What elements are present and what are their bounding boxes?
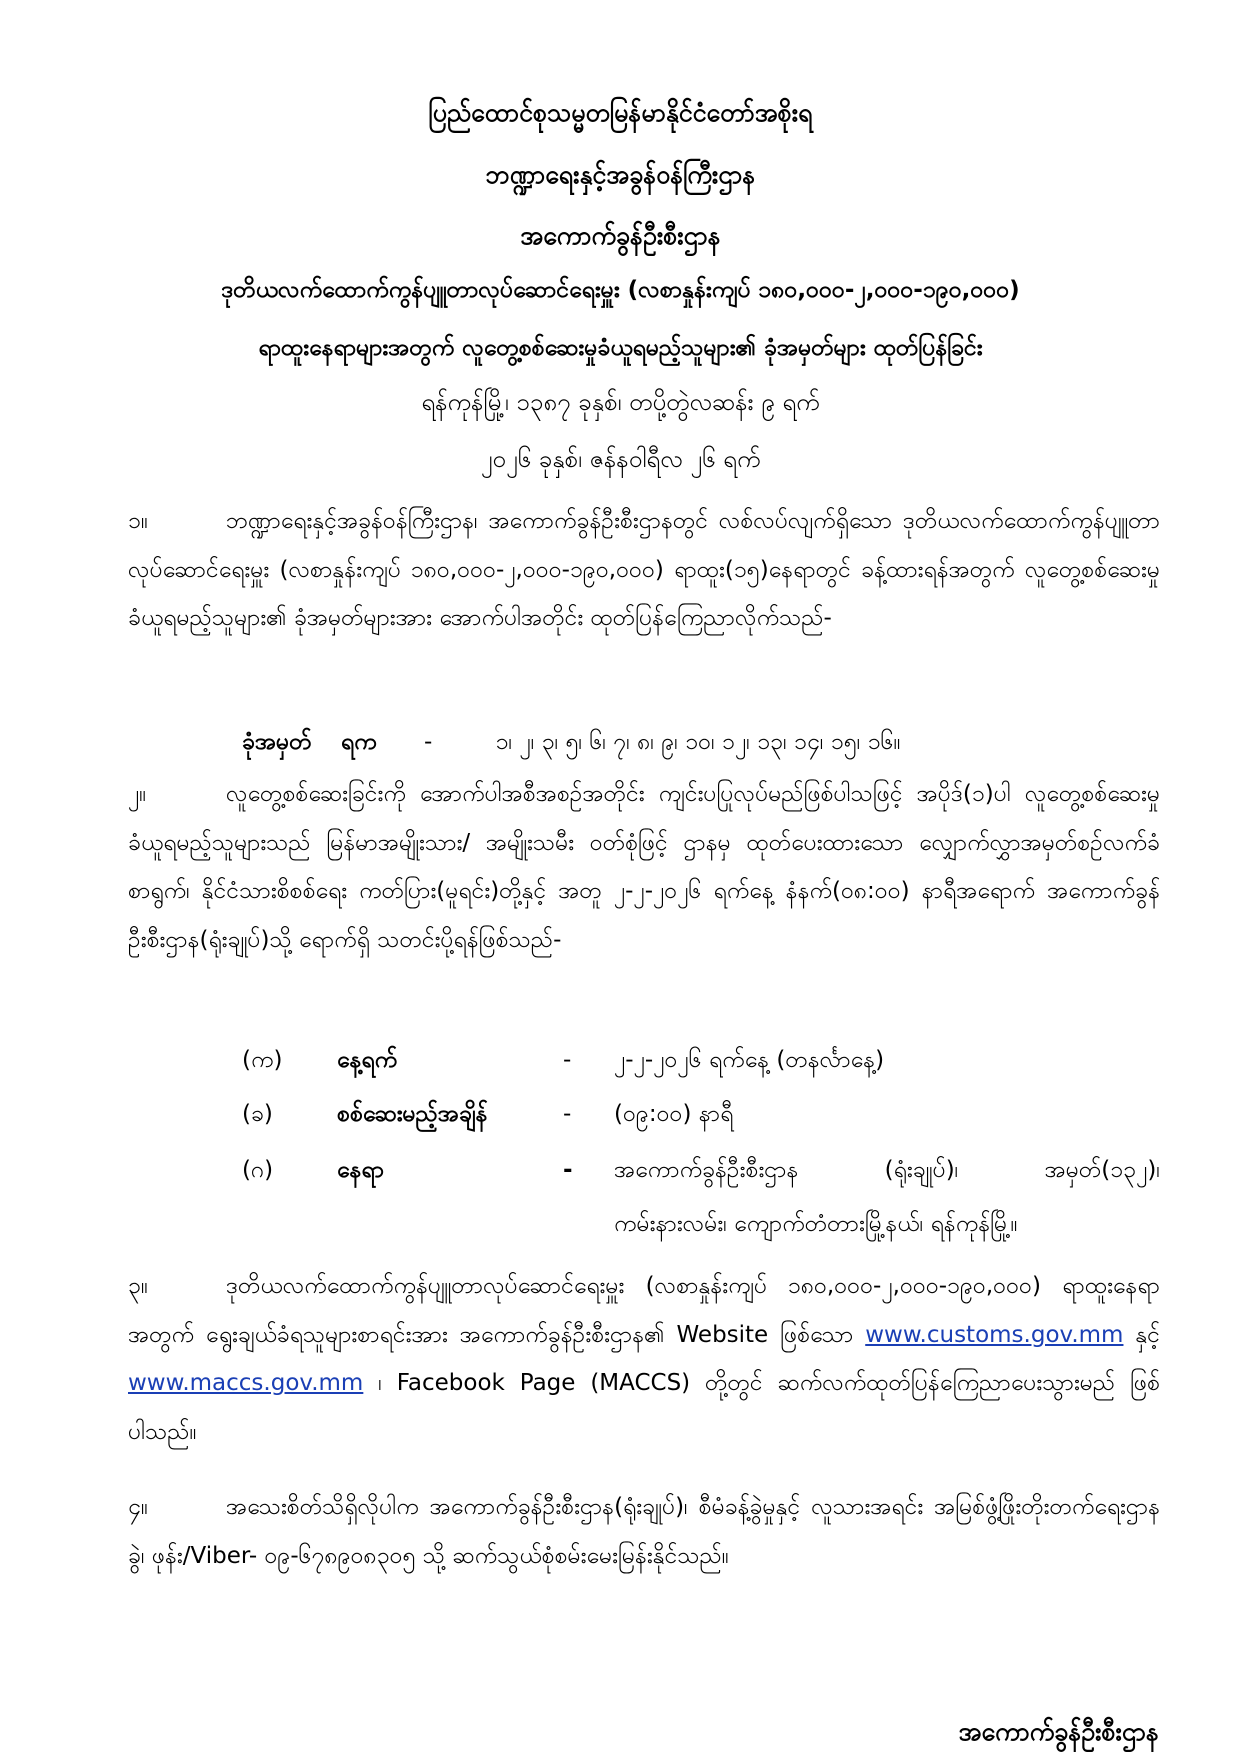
signature-department: အကောက်ခွန်ဦးစီးဌာန [958, 1717, 1159, 1746]
schedule-label: နေရာ [337, 1157, 385, 1183]
schedule-row-time [242, 1096, 273, 1132]
schedule-value: အကောက်ခွန်ဦးစီးဌာန (ရုံးချုပ်)၊ အမှတ်(၁၃၂)၊ [614, 1157, 1160, 1183]
paragraph-text-cont: ၊ Facebook Page (MACCS) တို့တွင် ဆက်လက်ထုတ်ပြန်ကြေညာပေးသွားမည် ဖြစ်ပါသည်။ [128, 1370, 1161, 1445]
seat-dash: - [423, 729, 433, 755]
schedule-value: ၂-၂-၂၀၂၆ ရက်နေ့ (တနင်္လာနေ့) [614, 1047, 885, 1073]
maccs-website-link[interactable]: www.maccs.gov.mm [128, 1370, 364, 1396]
header-department: အကောက်ခွန်ဦးစီးဌာန [520, 221, 721, 250]
schedule-label: စစ်ဆေးမည့်အချိန် [337, 1101, 488, 1127]
seat-prefix: ရက [340, 729, 377, 755]
schedule-row-place [242, 1152, 273, 1188]
schedule-mark: (ဂ) [242, 1157, 274, 1183]
paragraph-4 [128, 1483, 1160, 1580]
seat-values: ၁၊ ၂၊ ၃၊ ၅၊ ၆၊ ၇၊ ၈၊ ၉၊ ၁၀၊ ၁၂၊ ၁၃၊ ၁၄၊ ၁၅၊ ၁၆။ [495, 729, 901, 755]
paragraph-text: ဒုတိယလက်ထောက်ကွန်ပျူတာလုပ်ဆောင်ရေးမှူး (လစာနှုန်းကျပ် ၁၈၀,၀၀၀-၂,၀၀၀-၁၉၀,၀၀၀) ရာထူးနေရာအတွက် ရွေးချယ်ခံရသူများစာရင်းအား အကောက်ခွန်ဦးစီးဌာန၏ Website ဖြစ်သော [128, 1273, 1160, 1348]
header-subject: ရာထူးနေရာများအတွက် လူတွေ့စစ်ဆေးမှုခံယူရမည့်သူများ၏ ခုံအမှတ်များ ထုတ်ပြန်ခြင်း [258, 335, 983, 361]
schedule-mark: (က) [242, 1047, 283, 1073]
paragraph-number: ၃။ [128, 1273, 148, 1299]
header-government: ပြည်ထောင်စုသမ္မတမြန်မာနိုင်ငံတော်အစိုးရ [428, 98, 813, 127]
paragraph-number: ၂။ [128, 781, 147, 807]
paragraph-3 [128, 1262, 1160, 1456]
seat-numbers-row [242, 724, 901, 760]
schedule-dash: - [563, 1157, 573, 1183]
schedule-mark: (ခ) [242, 1101, 273, 1127]
customs-website-link[interactable]: www.customs.gov.mm [865, 1321, 1124, 1348]
schedule-dash: - [563, 1101, 572, 1127]
schedule-dash: - [563, 1047, 572, 1073]
schedule-value: (၀၉:၀၀) နာရီ [614, 1101, 734, 1127]
date-myanmar: ရန်ကုန်မြို့၊ ၁၃၈၇ ခုနှစ်၊ တပို့တွဲလဆန်း ၉ ရက် [421, 388, 820, 416]
paragraph-text: လူတွေ့စစ်ဆေးခြင်းကို အောက်ပါအစီအစဉ်အတိုင်း ကျင်းပပြုလုပ်မည်ဖြစ်ပါသဖြင့် အပိုဒ်(၁)ပါ လူတွေ့စစ်ဆေးမှုခံယူရမည့်သူများသည် မြန်မာအမျိုးသား/ အမျိုးသမီး ဝတ်စုံဖြင့် ဌာနမှ ထုတ်ပေးထားသော လျှောက်လွှာအမှတ်စဉ်လက်ခံစာရွက်၊ နိုင်ငံသားစိစစ်ရေး ကတ်ပြား(မူရင်း)တို့နှင့် အတူ ၂-၂-၂၀၂၆ ရက်နေ့ နံနက်(၀၈:၀၀) နာရီအရောက် အကောက်ခွန်ဦးစီးဌာန(ရုံးချုပ်)သို့ ရောက်ရှိ သတင်းပို့ရန်ဖြစ်သည်- [128, 781, 1160, 953]
schedule-value-line2: ကမ်းနားလမ်း၊ ကျောက်တံတားမြို့နယ်၊ ရန်ကုန်မြို့။ [614, 1211, 1018, 1237]
paragraph-number: ၁။ [128, 508, 148, 534]
header-ministry: ဘဏ္ဍာရေးနှင့်အခွန်ဝန်ကြီးဌာန [485, 160, 756, 189]
and-text: နှင့် [1135, 1321, 1160, 1348]
paragraph-text: ဘဏ္ဍာရေးနှင့်အခွန်ဝန်ကြီးဌာန၊ အကောက်ခွန်ဦးစီးဌာနတွင် လစ်လပ်လျက်ရှိသော ဒုတိယလက်ထောက်ကွန်ပျူတာလုပ်ဆောင်ရေးမှူး (လစာနှုန်းကျပ် ၁၈၀,၀၀၀-၂,၀၀၀-၁၉၀,၀၀၀) ရာထူး(၁၅)နေရာတွင် ခန့်ထားရန်အတွက် လူတွေ့စစ်ဆေးမှုခံယူရမည့်သူများ၏ ခုံအမှတ်များအား အောက်ပါအတိုင်း ထုတ်ပြန်ကြေညာလိုက်သည်- [128, 508, 1160, 631]
seat-label: ခုံအမှတ် [242, 729, 312, 755]
header-position: ဒုတိယလက်ထောက်ကွန်ပျူတာလုပ်ဆောင်ရေးမှူး (လစာနှုန်းကျပ် ၁၈၀,၀၀၀-၂,၀၀၀-၁၉၀,၀၀၀) [221, 277, 1020, 303]
paragraph-number: ၄။ [128, 1494, 148, 1520]
date-gregorian: ၂၀၂၆ ခုနှစ်၊ ဇန်နဝါရီလ ၂၆ ရက် [480, 445, 761, 473]
paragraph-text: အသေးစိတ်သိရှိလိုပါက အကောက်ခွန်ဦးစီးဌာန(ရုံးချုပ်)၊ စီမံခန့်ခွဲမှုနှင့် လူသားအရင်း အမြစ်ဖွံ့ဖြိုးတိုးတက်ရေးဌာနခွဲ၊ ဖုန်း/Viber- ၀၉-၆၇၈၉၀၈၃၀၅ သို့ ဆက်သွယ်စုံစမ်းမေးမြန်းနိုင်သည်။ [128, 1494, 1160, 1569]
paragraph-2 [128, 770, 1160, 964]
schedule-label: နေ့ရက် [337, 1047, 398, 1073]
paragraph-1 [128, 497, 1160, 643]
schedule-row-date [242, 1042, 282, 1078]
